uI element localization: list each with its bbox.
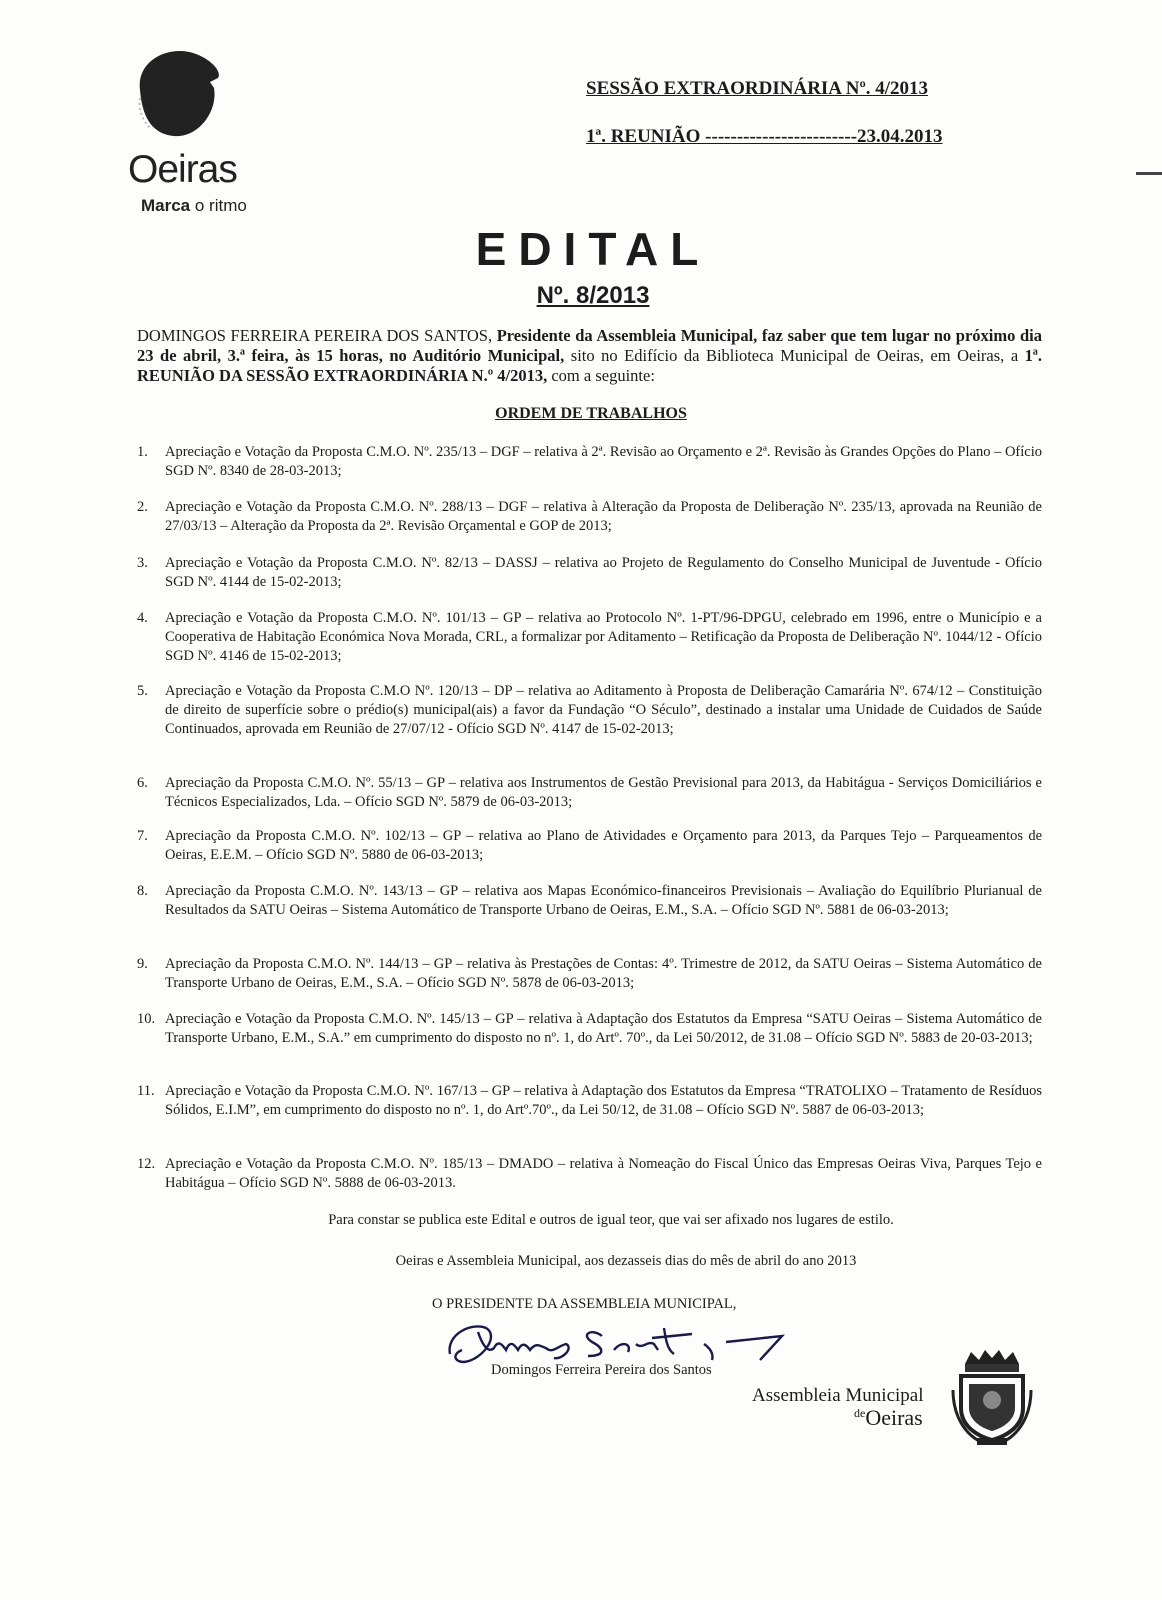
agenda-item: 5. Apreciação e Votação da Proposta C.M.O Nº. 120/13 – DP – relativa ao Aditamento à Proposta de Deliberação Camarária Nº. 674/12 – Constituição de direito de superfície sobre o prédio(s) municipal(ais) a favor da Fundação “O Século”, destinado a instalar uma Unidade de Cuidados de Saúde Continuados, aprovada em Reunião de 27/07/12 - Ofício SGD Nº. 4147 de 15-02-2013; [137, 683, 1042, 737]
document-title: EDITAL [475, 223, 711, 275]
coat-of-arms-seal-icon [951, 1346, 1033, 1446]
agenda-item: 2. Apreciação e Votação da Proposta C.M.O. Nº. 288/13 – DGF – relativa à Alteração da Proposta de Deliberação Nº. 235/13, aprovada na Reunião de 27/03/13 – Alteração da Proposta da 2ª. Revisão Orçamental e GOP de 2013; [137, 499, 1042, 534]
signer-name: Domingos Ferreira Pereira dos Santos [491, 1362, 712, 1378]
agenda-item: 7. Apreciação da Proposta C.M.O. Nº. 102/13 – GP – relativa ao Plano de Atividades e Orçamento para 2013, da Parques Tejo – Parqueamentos de Oeiras, E.E.M. – Ofício SGD Nº. 5880 de 06-03-2013; [137, 828, 1042, 863]
closing-statement: Para constar se publica este Edital e outros de igual teor, que vai ser afixado nos lugares de estilo. [328, 1212, 894, 1228]
agenda-item: 6. Apreciação da Proposta C.M.O. Nº. 55/13 – GP – relativa aos Instrumentos de Gestão Previsional para 2013, da Habitágua - Serviços Domiciliários e Técnicos Especializados, Lda. – Ofício SGD Nº. 5879 de 06-03-2013; [137, 775, 1042, 810]
intro-paragraph: DOMINGOS FERREIRA PEREIRA DOS SANTOS, Presidente da Assembleia Municipal, faz saber que tem lugar no próximo dia 23 de abril, 3.ª feira, às 15 horas, no Auditório Municipal, sito no Edifício da Biblioteca Municipal de Oeiras, em Oeiras, a 1ª. REUNIÃO DA SESSÃO EXTRAORDINÁRIA N.º 4/2013, com a seguinte: [137, 326, 1042, 385]
agenda-item: 8. Apreciação da Proposta C.M.O. Nº. 143/13 – GP – relativa aos Mapas Económico-financeiros Previsionais – Avaliação do Equilíbrio Plurianual de Resultados da SATU Oeiras – Sistema Automático de Transporte Urbano de Oeiras, E.M., S.A. – Ofício SGD Nº. 5881 de 06-03-2013; [137, 883, 1042, 918]
agenda-item: 3. Apreciação e Votação da Proposta C.M.O. Nº. 82/13 – DASSJ – relativa ao Projeto de Regulamento do Conselho Municipal de Juventude - Ofício SGD Nº. 4144 de 15-02-2013; [137, 555, 1042, 590]
meeting-date-line: 1ª. REUNIÃO ------------------------23.04.2013 [586, 126, 943, 147]
president-title: O PRESIDENTE DA ASSEMBLEIA MUNICIPAL, [432, 1296, 737, 1312]
logo-tagline: Marca o ritmo [141, 196, 247, 215]
stamp-assembly-name: Assembleia Municipal [752, 1385, 924, 1406]
agenda-heading: ORDEM DE TRABALHOS [495, 405, 687, 422]
oeiras-logo-mark-icon [122, 42, 232, 152]
agenda-item: 10. Apreciação e Votação da Proposta C.M.O. Nº. 145/13 – GP – relativa à Adaptação dos Estatutos da Empresa “SATU Oeiras – Sistema Automático de Transporte Urbano, E.M., S.A.” em cumprimento do disposto no nº. 1, do Artº. 70º., da Lei 50/2012, de 31.08 – Ofício SGD Nº. 5883 de 20-03-2013; [137, 1011, 1042, 1046]
agenda-item: 12. Apreciação e Votação da Proposta C.M.O. Nº. 185/13 – DMADO – relativa à Nomeação do Fiscal Único das Empresas Oeiras Viva, Parques Tejo e Habitágua – Ofício SGD Nº. 5888 de 06-03-2013. [137, 1156, 1042, 1191]
document-number: Nº. 8/2013 [536, 282, 650, 309]
session-title: SESSÃO EXTRAORDINÁRIA Nº. 4/2013 [586, 78, 928, 99]
place-and-date: Oeiras e Assembleia Municipal, aos dezasseis dias do mês de abril do ano 2013 [395, 1253, 857, 1269]
logo-wordmark: Oeiras [128, 148, 237, 191]
agenda-item: 11. Apreciação e Votação da Proposta C.M.O. Nº. 167/13 – GP – relativa à Adaptação dos Estatutos da Empresa “TRATOLIXO – Tratamento de Resíduos Sólidos, E.I.M”, em cumprimento do disposto no nº. 1, do Artº.70º., da Lei 50/12, de 31.08 – Ofício SGD Nº. 5887 de 06-03-2013; [137, 1083, 1042, 1118]
agenda-item: 4. Apreciação e Votação da Proposta C.M.O. Nº. 101/13 – GP – relativa ao Protocolo Nº. 1-PT/96-DPGU, celebrado em 1996, entre o Município e a Cooperativa de Habitação Económica Nova Morada, CRL, a formalizar por Aditamento – Retificação da Proposta de Deliberação Nº. 1044/12 - Ofício SGD Nº. 4146 de 15-02-2013; [137, 610, 1042, 664]
agenda-item: 1. Apreciação e Votação da Proposta C.M.O. Nº. 235/13 – DGF – relativa à 2ª. Revisão ao Orçamento e 2ª. Revisão às Grandes Opções do Plano – Ofício SGD Nº. 8340 de 28-03-2013; [137, 444, 1042, 479]
stamp-municipality: $^{de}$Oeiras [854, 1405, 923, 1430]
agenda-item: 9. Apreciação da Proposta C.M.O. Nº. 144/13 – GP – relativa às Prestações de Contas: 4º. Trimestre de 2012, da SATU Oeiras – Sistema Automático de Transporte Urbano de Oeiras, E.M., S.A. – Ofício SGD Nº. 5878 de 06-03-2013; [137, 956, 1042, 991]
scan-edge-mark [1136, 172, 1162, 175]
redacted-area [0, 1440, 430, 1590]
